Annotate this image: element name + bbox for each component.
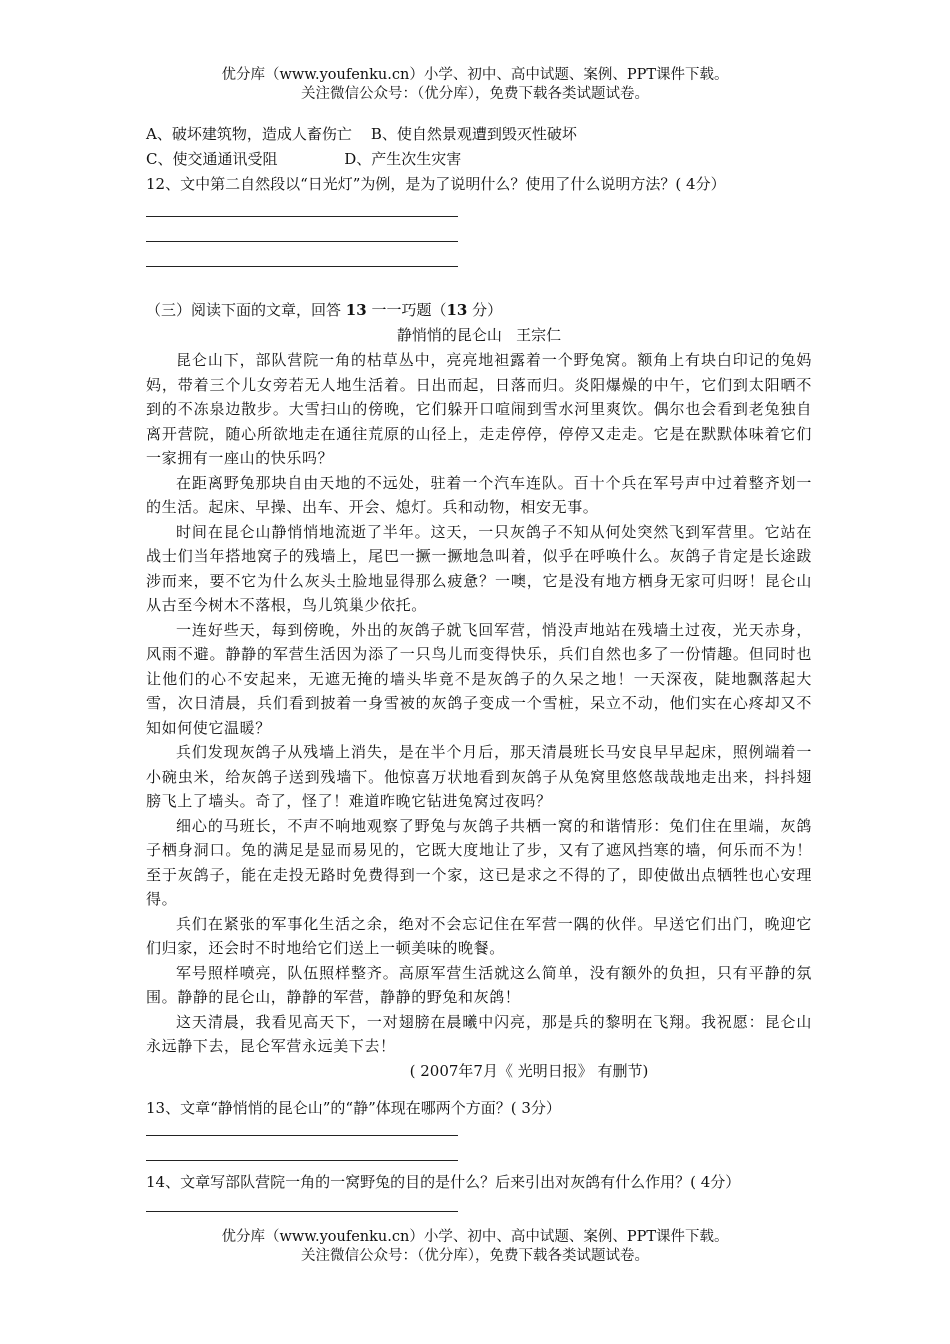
article-title: 静悄悄的昆仑山 王宗仁 [396, 326, 562, 344]
page-footer [0, 1228, 950, 1266]
article-paragraph: 时间在昆仑山静悄悄地流逝了半年。这天，一只灰鸽子不知从何处突然飞到军营里。它站在战士们当年搭地窝子的残墙上，尾巴一撅一撅地急叫着，似乎在呼唤什么。灰鸽子肯定是长途跋涉而来，要不它为什么灰头土脸地显得那么疲惫？一噢，它是没有地方栖身无家可归呀！昆仑山从古至今树木不落根，鸟儿筑巢少依托。 [146, 522, 812, 614]
question-13-text: 13、文章“静悄悄的昆仑山”的“静”体现在哪两个方面？( 3分） [146, 1099, 561, 1117]
article-paragraph: 兵们发现灰鸽子从残墙上消失，是在半个月后，那天清晨班长马安良早早起床，照例端着一小碗虫米，给灰鸽子送到残墙下。他惊喜万状地看到灰鸽子从兔窝里悠悠哉哉地走出来，抖抖翅膀飞上了墙头。奇了，怪了！难道昨晚它钻进兔窝过夜吗？ [146, 743, 812, 810]
answer-line [146, 1211, 458, 1212]
answer-line [146, 1135, 458, 1136]
article-paragraph: 这天清晨，我看见高天下，一对翅膀在晨曦中闪亮，那是兵的黎明在飞翔。我祝愿：昆仑山永远静下去，昆仑军营永远美下去！ [146, 1012, 812, 1055]
answer-line [146, 241, 458, 242]
options-line-cd: C、使交通通讯受阻 D、产生次生灾害 [146, 150, 462, 168]
article-paragraph: 军号照样喷亮，队伍照样整齐。高原军营生活就这么简单，没有额外的负担，只有平静的氛围。静静的昆仑山，静静的军营，静静的野兔和灰鸽！ [146, 963, 812, 1006]
footer-line-2: 关注微信公众号：（优分库），免费下载各类试题试卷。 [301, 1248, 649, 1264]
question-13 [146, 1096, 812, 1161]
article-paragraph: 一连好些天，每到傍晚，外出的灰鸽子就飞回军营，悄没声地站在残墙土过夜，光天赤身，风雨不避。静静的军营生活因为添了一只鸟儿而变得快乐，兵们自然也多了一份情趣。但同时也让他们的心不安起来，无遮无掩的墙头毕竟不是灰鸽子的久呆之地！一天深夜，陡地飘落起大雪，次日清晨，兵们看到披着一身雪被的灰鸽子变成一个雪桩，呆立不动，他们实在心疼却又不知如何使它温暖？ [146, 620, 812, 737]
answer-line [146, 1160, 458, 1161]
article-body [146, 348, 812, 1059]
question-14-text: 14、文章写部队营院一角的一窝野兔的目的是什么？后来引出对灰鸽有什么作用？( 4分） [146, 1173, 741, 1191]
question-12-answer-lines [146, 216, 812, 267]
footer-line-1: 优分库（www.youfenku.cn）小学、初中、高中试题、案例、PPT课件下载。 [221, 1229, 729, 1245]
header-line-1: 优分库（www.youfenku.cn）小学、初中、高中试题、案例、PPT课件下载。 [221, 67, 729, 83]
section-3-intro: （三）阅读下面的文章，回答 13 一一巧题（13 分） [146, 301, 503, 319]
article-paragraph: 昆仑山下，部队营院一角的枯草丛中，亮亮地袒露着一个野兔窝。额角上有块白印记的兔妈妈，带着三个儿女旁若无人地生活着。日出而起，日落而归。炎阳爆燥的中午，它们到太阳晒不到的不冻泉边散步。大雪扫山的傍晚，它们躲开口喧闹到雪水河里爽饮。偶尔也会看到老兔独自离开营院，随心所欲地走在通往荒原的山径上，走走停停，停停又走走。它是在默默体味着它们一家拥有一座山的快乐吗？ [146, 351, 812, 467]
article-source: ( 2007年7月《 光明日报》 有删节) [409, 1061, 649, 1080]
question-12: 12、文中第二自然段以“日光灯”为例，是为了说明什么？使用了什么说明方法？( 4分） [146, 175, 726, 193]
article-paragraph: 细心的马班长，不声不响地观察了野兔与灰鸽子共栖一窝的和谐情形：兔们住在里端，灰鸽子栖身洞口。兔的满足是显而易见的，它既大度地让了步，又有了遮风挡寒的墙，何乐而不为！至于灰鸽子，能在走投无路时免费得到一个家，这已是求之不得的了，即使做出点牺牲也心安理得。 [146, 816, 812, 908]
question-14 [146, 1170, 812, 1212]
article-paragraph: 在距离野兔那块自由天地的不远处，驻着一个汽车连队。百十个兵在军号声中过着整齐划一的生活。起床、早操、出车、开会、熄灯。兵和动物，相安无事。 [146, 473, 812, 516]
options-line-ab: A、破坏建筑物，造成人畜伤亡 B、使自然景观遭到毁灭性破坏 [146, 125, 577, 143]
page-header [0, 66, 950, 104]
answer-line [146, 216, 458, 217]
answer-line [146, 266, 458, 267]
article-paragraph: 兵们在紧张的军事化生活之余，绝对不会忘记住在军营一隅的伙伴。早送它们出门，晚迎它们归家，还会时不时地给它们送上一顿美味的晚餐。 [146, 914, 812, 957]
header-line-2: 关注微信公众号：（优分库），免费下载各类试题试卷。 [301, 86, 649, 102]
question-11-options [146, 122, 812, 197]
section-3 [146, 298, 812, 1084]
